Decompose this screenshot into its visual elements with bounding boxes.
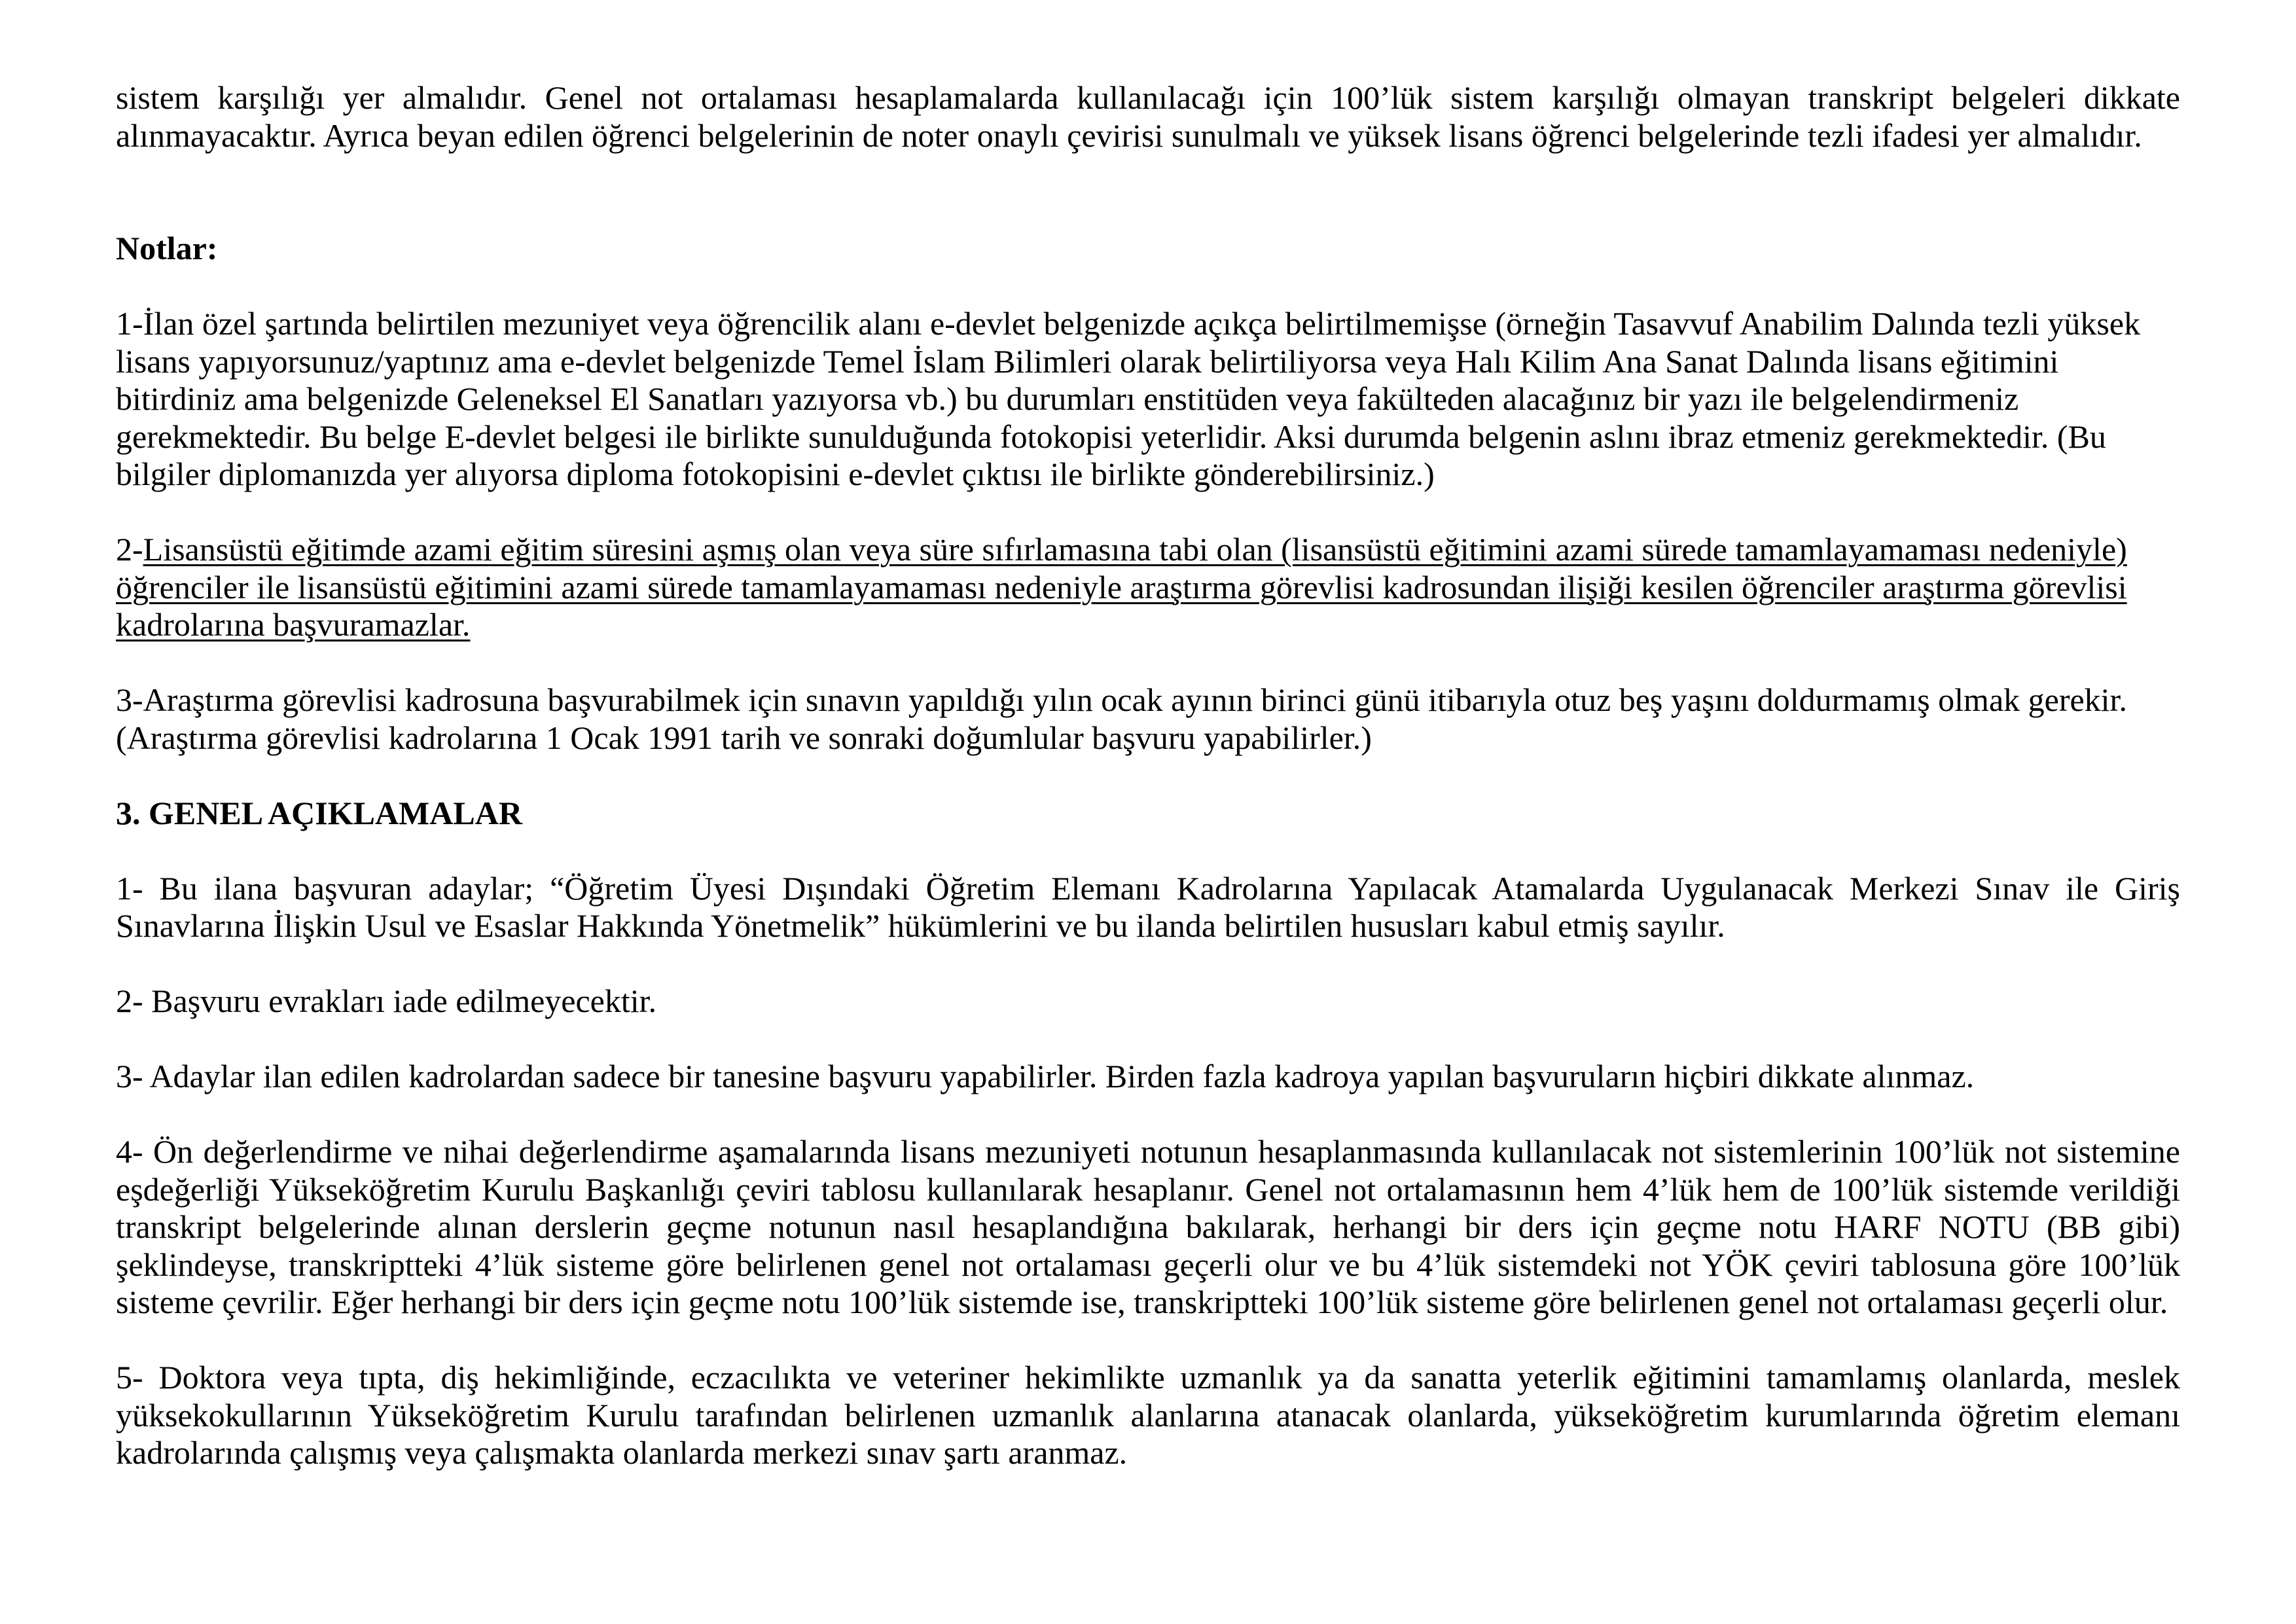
item-2-line: 2- Başvuru evrakları iade edilmeyecektir. xyxy=(116,983,657,1019)
item-4-line: sisteme çevrilir. Eğer herhangi bir ders için geçme notu 100’lük sistemde ise, transkriptteki 100’lük sisteme göre belirlenen genel not ortalaması geçerli olur. xyxy=(116,1284,2168,1320)
note-2-line xyxy=(116,606,2180,644)
note-1-line: gerekmektedir. Bu belge E-devlet belgesi ile birlikte sunulduğunda fotokopisi yeterlidir. Aksi durumda belgenin aslını ibraz etmeniz gerekmektedir. (Bu xyxy=(116,418,2106,455)
note-2 xyxy=(116,531,2180,644)
section-heading: 3. GENEL AÇIKLAMALAR xyxy=(116,794,522,831)
notes-heading: Notlar: xyxy=(116,230,218,266)
note-2-underlined-text: Lisansüstü eğitimde azami eğitim süresini aşmış olan veya süre sıfırlamasına tabi olan (lisansüstü eğitimini azami sürede tamamlayamaması nedeniyle) xyxy=(143,531,2127,568)
note-3 xyxy=(116,681,2180,757)
intro-line: sistem karşılığı yer almalıdır. Genel not ortalaması hesaplamalarda kullanılacağı için 100’lük sistem karşılığı olmayan transkript belgeleri dikkate xyxy=(116,79,2180,116)
intro-paragraph xyxy=(116,79,2180,154)
item-4-line: şeklindeyse, transkriptteki 4’lük sisteme göre belirlenen genel not ortalaması geçerli olur ve bu 4’lük sistemdeki not YÖK çeviri tablosuna göre 100’lük xyxy=(116,1246,2180,1283)
item-3 xyxy=(116,1058,2180,1096)
item-4-line: eşdeğerliği Yükseköğretim Kurulu Başkanlığı çeviri tablosu kullanılarak hesaplanır. Genel not ortalamasının hem 4’lük hem de 100’lük sistemde verildiği xyxy=(116,1170,2180,1208)
note-1-line: 1-İlan özel şartında belirtilen mezuniyet veya öğrencilik alanı e-devlet belgenizde açıkça belirtilmemişse (örneğin Tasavvuf Anabilim Dalında tezli yüksek xyxy=(116,305,2141,342)
section-heading-block xyxy=(116,795,2180,833)
note-2-underlined-text: öğrenciler ile lisansüstü eğitimini azami sürede tamamlayamaması nedeniyle araştırma görevlisi kadrosundan ilişiği kesilen öğrenciler araştırma görevlisi xyxy=(116,568,2127,605)
item-1-line: 1- Bu ilana başvuran adaylar; “Öğretim Üyesi Dışındaki Öğretim Elemanı Kadrolarına Yapılacak Atamalarda Uygulanacak Merkezi Sınav ile Giriş xyxy=(116,869,2180,907)
item-4 xyxy=(116,1133,2180,1322)
item-5-line: yüksekokullarının Yükseköğretim Kurulu tarafından belirlenen uzmanlık alanlarına atanacak olanlarda, yükseköğretim kurumlarında öğretim elemanı xyxy=(116,1396,2180,1434)
item-3-line: 3- Adaylar ilan edilen kadrolardan sadece bir tanesine başvuru yapabilirler. Birden fazla kadroya yapılan başvuruların hiçbiri dikkate alınmaz. xyxy=(116,1058,1975,1094)
item-1 xyxy=(116,870,2180,945)
notes-heading-block xyxy=(116,230,2180,268)
document-page xyxy=(116,79,2180,1472)
note-2-prefix: 2- xyxy=(116,531,143,568)
item-2 xyxy=(116,983,2180,1020)
item-5 xyxy=(116,1359,2180,1472)
note-1 xyxy=(116,305,2180,494)
note-2-line xyxy=(116,569,2180,607)
note-2-underlined-text: kadrolarına başvuramazlar. xyxy=(116,606,471,643)
note-1-line: bilgiler diplomanızda yer alıyorsa diploma fotokopisini e-devlet çıktısı ile birlikte gönderebilirsiniz.) xyxy=(116,456,1435,492)
item-4-line: 4- Ön değerlendirme ve nihai değerlendirme aşamalarında lisans mezuniyeti notunun hesaplanmasında kullanılacak not sistemlerinin 100’lük not sistemine xyxy=(116,1133,2180,1170)
item-5-line: kadrolarında çalışmış veya çalışmakta olanlarda merkezi sınav şartı aranmaz. xyxy=(116,1434,1128,1471)
note-3-line: (Araştırma görevlisi kadrolarına 1 Ocak 1991 tarih ve sonraki doğumlular başvuru yapabilirler.) xyxy=(116,719,1372,756)
note-2-line xyxy=(116,531,2180,569)
intro-line: alınmayacaktır. Ayrıca beyan edilen öğrenci belgelerinin de noter onaylı çevirisi sunulmalı ve yüksek lisans öğrenci belgelerinde tezli ifadesi yer almalıdır. xyxy=(116,117,2142,154)
item-4-line: transkript belgelerinde alınan derslerin geçme notunun nasıl hesaplandığına bakılarak, herhangi bir ders için geçme notu HARF NOTU (BB gibi) xyxy=(116,1208,2180,1245)
note-1-line: bitirdiniz ama belgenizde Geleneksel El Sanatları yazıyorsa vb.) bu durumları enstitüden veya fakülteden alacağınız bir yazı ile belgelendirmeniz xyxy=(116,380,2019,417)
note-3-line: 3-Araştırma görevlisi kadrosuna başvurabilmek için sınavın yapıldığı yılın ocak ayının birinci günü itibarıyla otuz beş yaşını doldurmamış olmak gerekir. xyxy=(116,681,2127,718)
item-5-line: 5- Doktora veya tıpta, diş hekimliğinde, eczacılıkta ve veteriner hekimlikte uzmanlık ya da sanatta yeterlik eğitimini tamamlamış olanlarda, meslek xyxy=(116,1359,2180,1396)
item-1-line: Sınavlarına İlişkin Usul ve Esaslar Hakkında Yönetmelik” hükümlerini ve bu ilanda belirtilen hususları kabul etmiş sayılır. xyxy=(116,907,1725,944)
note-1-line: lisans yapıyorsunuz/yaptınız ama e-devlet belgenizde Temel İslam Bilimleri olarak belirtiliyorsa veya Halı Kilim Ana Sanat Dalında lisans eğitimini xyxy=(116,342,2059,380)
